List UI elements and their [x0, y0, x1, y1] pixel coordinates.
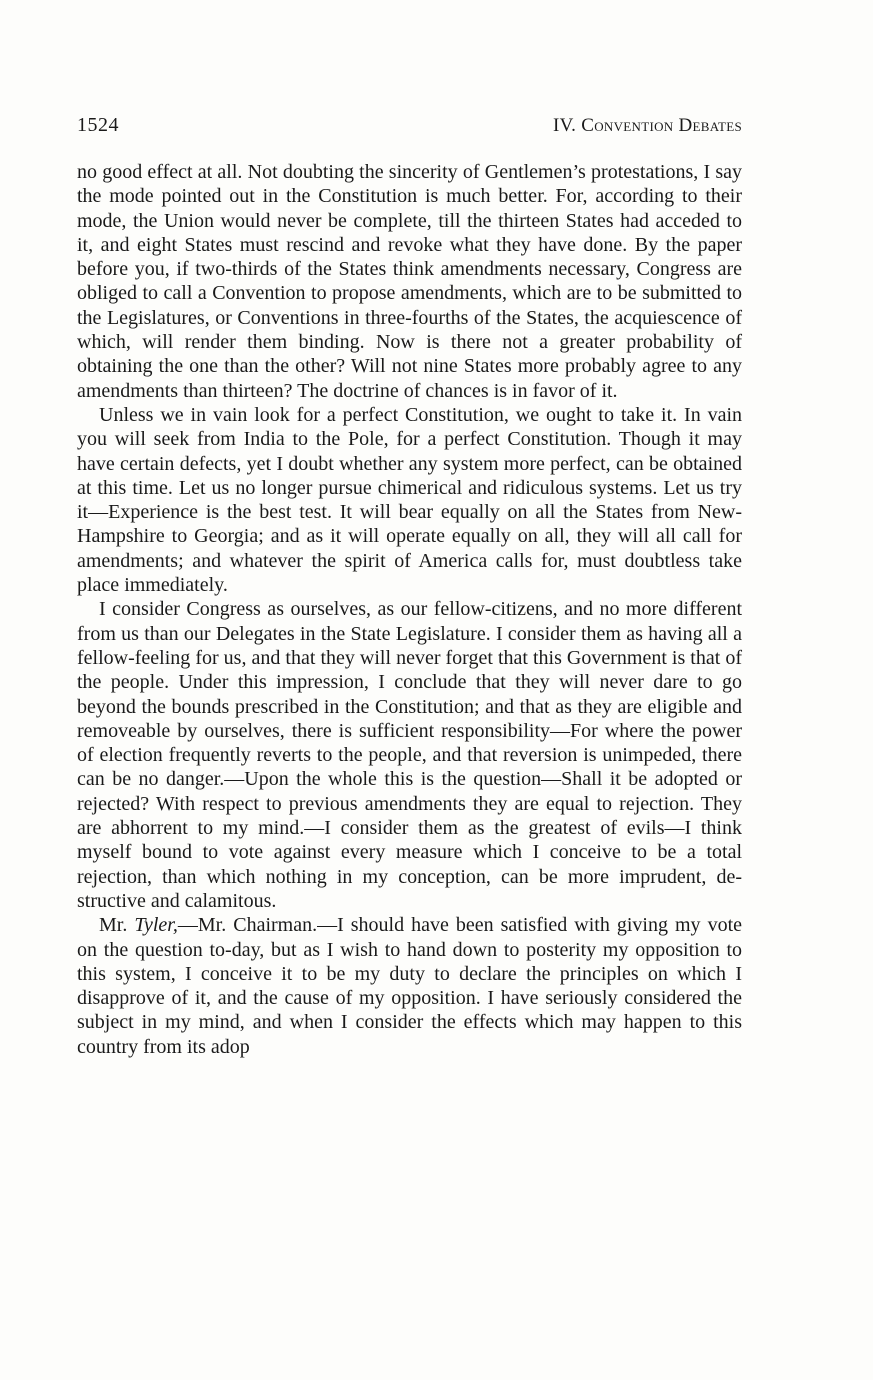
speaker-name: Tyler,	[134, 914, 178, 937]
section-title: IV. Convention Debates	[552, 115, 742, 136]
body-text	[77, 160, 742, 1059]
paragraph-congress: I consider Congress as ourselves, as our fellow-citizens, and no more different from us than our Delegates in the State Legislature. I consider them as having all a fellow-feeling for us, and that they will never forget that this Government is that of the people. Under this impression, I conclude that they will never dare to go beyond the bounds prescribed in the Constitution; and that as they are eligible and removeable by ourselves, there is sufficient responsibility—For where the power of election frequently reverts to the people, and that reversion is unimpeded, there can be no danger.—Upon the whole this is the question—Shall it be adopted or rejected? With respect to previous amendments they are equal to rejection. They are abhorrent to my mind.—I consider them as the greatest of evils—I think myself bound to vote against every measure which I conceive to be a total rejection, than which nothing in my conception, can be more imprudent, destructive and calamitous.	[77, 598, 742, 912]
running-header	[77, 114, 742, 144]
paragraph-perfect-constitution: Unless we in vain look for a perfect Constitution, we ought to take it. In vain you will seek from India to the Pole, for a perfect Constitution. Though it may have certain defects, yet I doubt whether any system more perfect, can be obtained at this time. Let us no longer pursue chimerical and ridiculous systems. Let us try it—Experience is the best test. It will bear equally on all the States from New-Hampshire to Georgia; and as it will operate equally on all, they will all call for amendments; and whatever the spirit of America calls for, must doubtless take place immediately.	[77, 403, 742, 597]
paragraph-continuation: no good effect at all. Not doubting the sincerity of Gentlemen’s protestations, I say the mode pointed out in the Constitution is much better. For, according to their mode, the Union would never be complete, till the thirteen States had acceded to it, and eight States must rescind and revoke what they have done. By the paper before you, if two-thirds of the States think amendments necessary, Congress are obliged to call a Convention to propose amendments, which are to be submitted to the Legislatures, or Conventions in three-fourths of the States, the acquiescence of which, will render them binding. Now is there not a greater probability of obtaining the one than the other? Will not nine States more probably agree to any amendments than thirteen? The doctrine of chances is in favor of it.	[77, 161, 742, 402]
paragraph-tyler	[77, 913, 742, 1059]
speaker-prefix: Mr.	[99, 914, 135, 937]
speech-text: —Mr. Chairman.—I should have been satisfied with giving my vote on the question to-day, but as I wish to hand down to posterity my opposition to this system, I conceive it to be my duty to declare the principles on which I disapprove of it, and the cause of my opposition. I have seriously considered the subject in my mind, and when I consider the effects which may happen to this country from its adop	[77, 914, 742, 1058]
page-number: 1524	[77, 114, 119, 136]
